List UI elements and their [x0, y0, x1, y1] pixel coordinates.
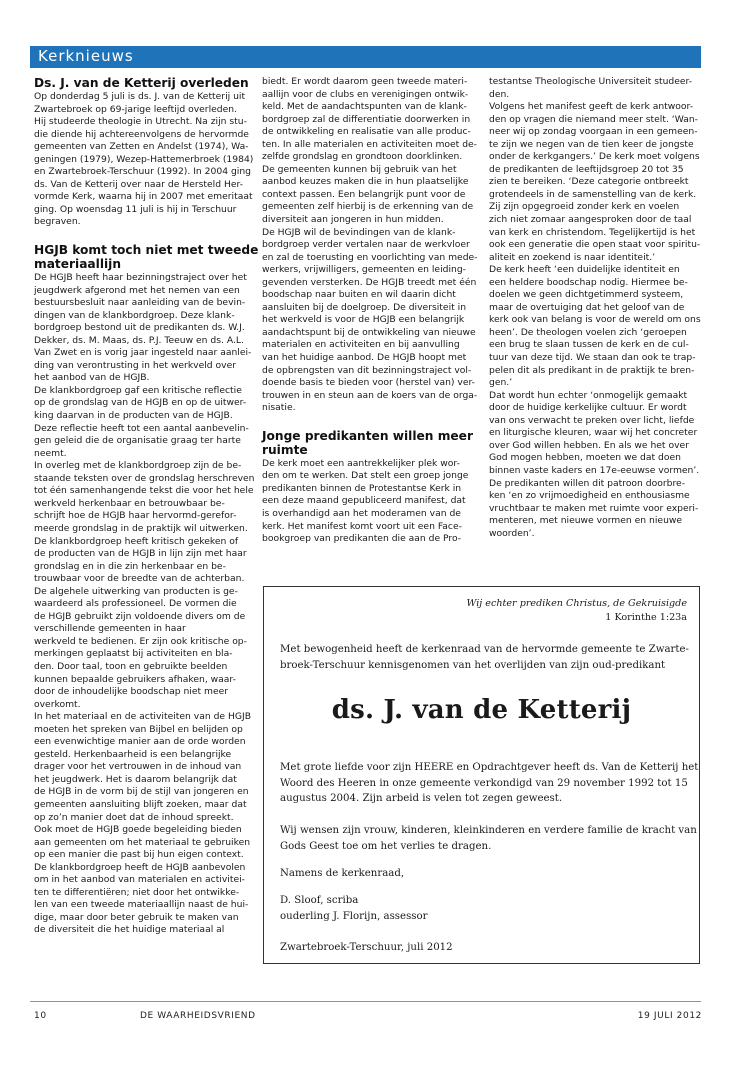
- text-line: dige, maar door beter gebruik te maken van: [34, 911, 239, 923]
- text-line: De predikanten willen dit patroon doorbre-: [489, 477, 686, 489]
- text-line: aansluiten bij de doelgroep. De diversiteit in: [262, 301, 467, 313]
- text-line: augustus 2004. Zijn arbeid is velen tot zegen geweest.: [280, 793, 563, 804]
- text-line: trouwen in en steun aan de koers van de orga-: [262, 389, 478, 401]
- text-line: ouderling J. Florijn, assessor: [280, 910, 428, 922]
- article-title-young-ministers-line: Jonge predikanten willen meer: [262, 428, 473, 443]
- section-title: Kerknieuws: [38, 47, 134, 65]
- text-line: werkers, vrijwilligers, gemeenten en leiding-: [262, 264, 466, 276]
- text-line: ook een generatie die open staat voor spiritu-: [489, 239, 701, 251]
- text-line: gen geleid die de organisatie graag ter harte: [34, 435, 241, 447]
- text-line: door de inhoudelijke boodschap niet meer: [34, 686, 229, 698]
- text-line: tuur van deze tijd. We staan dan ook te trap-: [489, 352, 696, 364]
- text-line: van ons verwacht te preken over licht, liefde: [489, 414, 695, 426]
- text-line: Gods Geest toe om het verlies te dragen.: [280, 840, 492, 852]
- text-line: De algehele uitwerking van producten is ge-: [34, 585, 238, 597]
- notice-tribute: [280, 760, 699, 807]
- text-line: en zal de toerusting en voorlichting van mede-: [262, 251, 478, 263]
- article-title-hgjb: [34, 243, 259, 272]
- text-line: De klankbordgroep heeft de HGJB aanbevolen: [34, 861, 246, 873]
- text-line: Van Zwet en is vorig jaar ingesteld naar aanlei-: [34, 347, 252, 359]
- notice-place-date-text: Zwartebroek-Terschuur, juli 2012: [280, 942, 453, 953]
- text-line: gesteld. Herkenbaarheid is een belangrijke: [34, 748, 232, 760]
- text-line: bordgroep bestond uit de predikanten ds. W.J.: [34, 322, 245, 334]
- text-line: gemeenten zelf hierbij is de erkenning van de: [262, 201, 474, 213]
- text-line: moeten het spreken van Bijbel en belijden op: [34, 723, 243, 735]
- publication-name: DE WAARHEIDSVRIEND: [140, 1011, 256, 1021]
- article-title-young-ministers: [262, 429, 478, 457]
- text-line: Volgens het manifest geeft de kerk antwoor-: [489, 101, 694, 113]
- text-line: doende basis te bieden voor (herstel van) ver-: [262, 377, 475, 389]
- text-line: gevenden versterken. De HGJB treedt met één: [262, 276, 477, 288]
- article-title-young-ministers-line: ruimte: [262, 442, 308, 457]
- text-line: vruchtbaar te maken met ruimte voor experi-: [489, 502, 699, 514]
- text-line: schrijft hoe de HGJB haar hervormd-gerefor-: [34, 510, 237, 522]
- article-body-hgjb-continued: [262, 76, 478, 415]
- text-line: God mogen hebben, moeten we dat doen: [489, 452, 681, 464]
- text-line: den. Door taal, toon en gebruikte beelden: [34, 660, 228, 672]
- text-line: ding van verontrusting in het werkveld over: [34, 359, 237, 371]
- text-line: bordgroep verder vertalen naar de werkvloer: [262, 239, 470, 251]
- text-line: begraven.: [34, 216, 81, 228]
- text-line: keld. Met de aandachtspunten van de klank-: [262, 101, 467, 113]
- text-line: De HGJB heeft haar bezinningstraject over het: [34, 272, 247, 284]
- text-line: het werkveld is voor de HGJB een belangrijk: [262, 314, 465, 326]
- text-line: den om te werken. Dat stelt een groep jonge: [262, 470, 469, 482]
- text-line: de opbrengsten van dit bezinningstraject vol-: [262, 364, 472, 376]
- text-line: Hij studeerde theologie in Utrecht. Na zijn stu-: [34, 116, 247, 128]
- article-body-obituary: [34, 91, 254, 229]
- text-line: de HGJB in de vorm bij de stijl van jongeren en: [34, 786, 249, 798]
- text-line: In overleg met de klankbordgroep zijn de be-: [34, 460, 242, 472]
- text-line: bestuursbesluit naar aanleiding van de bevin-: [34, 297, 246, 309]
- text-line: aanbod keuzes maken die in hun plaatselijke: [262, 176, 469, 188]
- text-line: doelen we geen dichtgetimmerd systeem,: [489, 289, 684, 301]
- text-line: boodschap naar buiten en wil daarin dicht: [262, 289, 456, 301]
- text-line: len van een tweede materiaallijn naast de hui-: [34, 899, 249, 911]
- text-line: meerde grondslag in de praktijk wil uitwerken.: [34, 522, 248, 534]
- article-title-hgjb-line: materiaallijn: [34, 257, 122, 272]
- text-line: vormde Kerk, waarna hij in 2007 met emeritaat: [34, 191, 253, 203]
- column-2: [262, 76, 478, 546]
- text-line: Woord des Heeren in onze gemeente verkondigd van 29 november 1992 tot 15: [280, 777, 688, 789]
- text-line: over God willen hebben. En als we het over: [489, 439, 689, 451]
- notice-signatories: [280, 893, 685, 924]
- text-line: Zij zijn opgegroeid zonder kerk en voelen: [489, 201, 680, 213]
- text-line: tot één samenhangende tekst die voor het hele: [34, 485, 254, 497]
- footer-divider: [30, 1001, 701, 1002]
- text-line: testantse Theologische Universiteit studeer-: [489, 76, 693, 87]
- text-line: Met bewogenheid heeft de kerkenraad van de hervormde gemeente te Zwarte-: [280, 644, 689, 655]
- text-line: een deze maand gepubliceerd manifest, dat: [262, 495, 466, 507]
- text-line: context passen. Een belangrijk punt voor de: [262, 188, 466, 200]
- text-line: staande teksten over de grondslag herschreven: [34, 472, 255, 484]
- text-line: onder de kerkgangers.’ De kerk moet volgens: [489, 151, 700, 163]
- text-line: De kerk heeft ‘een duidelijke identiteit en: [489, 264, 680, 276]
- text-line: ken ‘en zo vrijmoedigheid en enthousiasme: [489, 490, 690, 502]
- text-line: gemeenten aansluiting blijft zoeken, maar dat: [34, 798, 247, 810]
- text-line: overkomt.: [34, 698, 81, 710]
- text-line: merkingen geplaatst bij activiteiten en bla-: [34, 648, 233, 660]
- notice-quote: [467, 597, 687, 625]
- page-number: 10: [34, 1011, 47, 1021]
- notice-closing: [280, 866, 685, 882]
- text-line: den.: [489, 88, 510, 100]
- text-line: op zo’n manier doet dat de inhoud spreekt.: [34, 811, 234, 823]
- text-line: menteren, met nieuwe vormen en nieuwe: [489, 515, 683, 527]
- text-line: bordgroep zal de differentiatie doorwerken in: [262, 113, 471, 125]
- text-line: ds. Van de Ketterij over naar de Hersteld Her-: [34, 178, 244, 190]
- obituary-notice: [263, 586, 700, 964]
- text-line: materialen en activiteiten en bij aanvulling: [262, 339, 460, 351]
- text-line: Ook moet de HGJB goede begeleiding bieden: [34, 824, 242, 836]
- section-header-bar: [30, 46, 701, 68]
- text-line: broek-Terschuur kennisgenomen van het overlijden van zijn oud-predikant: [280, 659, 666, 671]
- text-line: zien te bereiken. ‘Deze categorie ontbreekt: [489, 176, 689, 188]
- issue-date: 19 JULI 2012: [637, 1011, 702, 1021]
- text-line: maar de overtuiging dat het geloof van de: [489, 301, 685, 313]
- notice-condolence: [280, 823, 697, 854]
- text-line: en liturgische kleuren, waar wij het concreter: [489, 427, 698, 439]
- text-line: door de huidige kerkelijke cultuur. Er wordt: [489, 402, 687, 414]
- text-line: ten. In alle materialen en activiteiten moet de-: [262, 138, 477, 150]
- text-line: waardeerd als professioneel. De vormen die: [34, 598, 237, 610]
- text-line: zelfde grondslag en grondtoon doorklinken.: [262, 151, 463, 163]
- notice-closing-text: Namens de kerkenraad,: [280, 868, 405, 879]
- text-line: om in het aanbod van materialen en activitei-: [34, 874, 245, 886]
- text-line: D. Sloof, scriba: [280, 895, 359, 906]
- text-line: is overhandigd aan het moderamen van de: [262, 507, 461, 519]
- text-line: heen’. De theologen voelen zich ‘geroepen: [489, 326, 687, 338]
- text-line: de producten van de HGJB in lijn zijn met haar: [34, 548, 247, 560]
- text-line: De klankbordgroep heeft kritisch gekeken of: [34, 535, 239, 547]
- text-line: aan gemeenten om het materiaal te gebruiken: [34, 836, 251, 848]
- text-line: neer wij op zondag voorgaan in een gemeen-: [489, 126, 698, 138]
- text-line: werkveld te bedienen. Er zijn ook kritische op-: [34, 635, 247, 647]
- text-line: zich niet zomaar aangesproken door de taal: [489, 214, 692, 226]
- text-line: woorden’.: [489, 527, 535, 539]
- article-title-hgjb-line: HGJB komt toch niet met tweede: [34, 243, 259, 258]
- text-line: nisatie.: [262, 402, 296, 414]
- text-line: kerk ook van belang is voor de wereld om ons: [489, 314, 701, 326]
- notice-quote-text: Wij echter prediken Christus, de Gekruisigde: [466, 598, 687, 609]
- text-line: op een manier die past bij hun eigen context.: [34, 849, 244, 861]
- text-line: op de grondslag van de HGJB en op de uitwer-: [34, 397, 247, 409]
- text-line: van kerk en christendom. Tegelijkertijd is het: [489, 226, 696, 238]
- text-line: de ontwikkeling en realisatie van alle produc-: [262, 126, 471, 138]
- text-line: de HGJB gebruikt zijn voldoende divers om de: [34, 610, 246, 622]
- text-line: dingen van de klankbordgroep. Deze klank-: [34, 309, 235, 321]
- notice-intro: [280, 642, 689, 673]
- column-1: [34, 76, 259, 937]
- text-line: drager voor het vertrouwen in de inhoud van: [34, 761, 242, 773]
- text-line: den op vragen die niemand meer stelt. ‘Wan-: [489, 113, 698, 125]
- text-line: verschillende gemeenten in haar: [34, 623, 186, 635]
- text-line: ging. Op woensdag 11 juli is hij in Terschuur: [34, 203, 237, 215]
- article-title-obituary: Ds. J. van de Ketterij overleden: [34, 76, 249, 90]
- text-line: een heldere boodschap nodig. Hiermee be-: [489, 276, 688, 288]
- text-line: grondslag en in die zin herkenbaar en be-: [34, 560, 226, 572]
- text-line: ten te differentiëren; niet door het ontwikke-: [34, 886, 240, 898]
- text-line: Wij wensen zijn vrouw, kinderen, kleinkinderen en verdere familie de kracht van: [280, 825, 697, 836]
- text-line: king daarvan in de producten van de HGJB.: [34, 410, 233, 422]
- text-line: gemeenten van Zetten en Andelst (1974), Wa-: [34, 141, 249, 153]
- text-line: van het huidige aanbod. De HGJB hoopt met: [262, 352, 467, 364]
- text-line: kerk. Het manifest komt voort uit een Face-: [262, 520, 462, 532]
- text-line: De klankbordgroep gaf een kritische reflectie: [34, 384, 242, 396]
- text-line: pelen dit als predikant in de praktijk te bren-: [489, 364, 695, 376]
- text-line: diversiteit aan jongeren in hun midden.: [262, 214, 444, 226]
- text-line: Met grote liefde voor zijn HEERE en Opdrachtgever heeft ds. Van de Ketterij het: [280, 762, 699, 773]
- text-line: De gemeenten kunnen bij gebruik van het: [262, 163, 457, 175]
- text-line: aallijn voor de clubs en verenigingen ontwik-: [262, 88, 469, 100]
- text-line: gen.’: [489, 377, 513, 389]
- text-line: aandachtspunt bij de ontwikkeling van nieuwe: [262, 326, 476, 338]
- text-line: neemt.: [34, 447, 67, 459]
- text-line: binnen vaste kaders en 17e-eeuwse vormen’.: [489, 464, 700, 476]
- text-line: het jeugdwerk. Het is daarom belangrijk dat: [34, 773, 237, 785]
- text-line: kunnen bepaalde gebruikers afhaken, waar-: [34, 673, 236, 685]
- text-line: In het materiaal en de activiteiten van de HGJB: [34, 711, 252, 723]
- text-line: grotendeels in de samenstelling van de kerk.: [489, 188, 697, 200]
- text-line: en Zwartebroek-Terschuur (1992). In 2004 ging: [34, 166, 252, 178]
- article-body-hgjb: [34, 272, 255, 937]
- text-line: Op donderdag 5 juli is ds. J. van de Ketterij uit: [34, 91, 246, 102]
- text-line: Dat wordt hun echter ‘onmogelijk gemaakt: [489, 389, 688, 401]
- text-line: aliteit en zoekend is naar identiteit.’: [489, 251, 656, 263]
- text-line: de diversiteit die het huidige materiaal al: [34, 924, 225, 936]
- article-body-young-ministers: [262, 458, 478, 546]
- text-line: een brug te slaan tussen de kerk en de cul-: [489, 339, 689, 351]
- text-line: het aanbod van de HGJB.: [34, 372, 150, 384]
- text-line: die diende hij achtereenvolgens de hervormde: [34, 128, 249, 140]
- text-line: geningen (1979), Wezep-Hattemerbroek (1984): [34, 153, 254, 165]
- text-line: trouwbaar voor de breedte van de achterban.: [34, 573, 245, 585]
- notice-quote-reference: 1 Korinthe 1:23a: [605, 612, 687, 623]
- text-line: te zijn we negen van de tien keer de jongste: [489, 138, 694, 150]
- column-3: [489, 76, 705, 540]
- article-body-young-ministers-continued: [489, 76, 705, 540]
- text-line: Zwartebroek op 69-jarige leeftijd overleden.: [34, 103, 237, 115]
- text-line: Dekker, ds. M. Maas, ds. P.J. Teeuw en ds. A.L.: [34, 334, 244, 346]
- text-line: jeugdwerk afgerond met het nemen van een: [34, 284, 240, 296]
- notice-place-date: [280, 940, 685, 956]
- text-line: werkveld herkenbaar en betrouwbaar be-: [34, 497, 225, 509]
- notice-deceased-name: ds. J. van de Ketterij: [331, 695, 632, 725]
- text-line: De kerk moet een aantrekkelijker plek wor-: [262, 457, 460, 469]
- text-line: biedt. Er wordt daarom geen tweede materi-: [262, 76, 468, 87]
- text-line: Deze reflectie heeft tot een aantal aanbevelin-: [34, 422, 249, 434]
- text-line: een evenwichtige manier aan de orde worden: [34, 736, 246, 748]
- text-line: predikanten binnen de Protestantse Kerk in: [262, 482, 462, 494]
- text-line: bookgroep van predikanten die aan de Pro-: [262, 533, 462, 545]
- text-line: De HGJB wil de bevindingen van de klank-: [262, 226, 456, 238]
- text-line: de predikanten de leeftijdsgroep 20 tot 35: [489, 163, 684, 175]
